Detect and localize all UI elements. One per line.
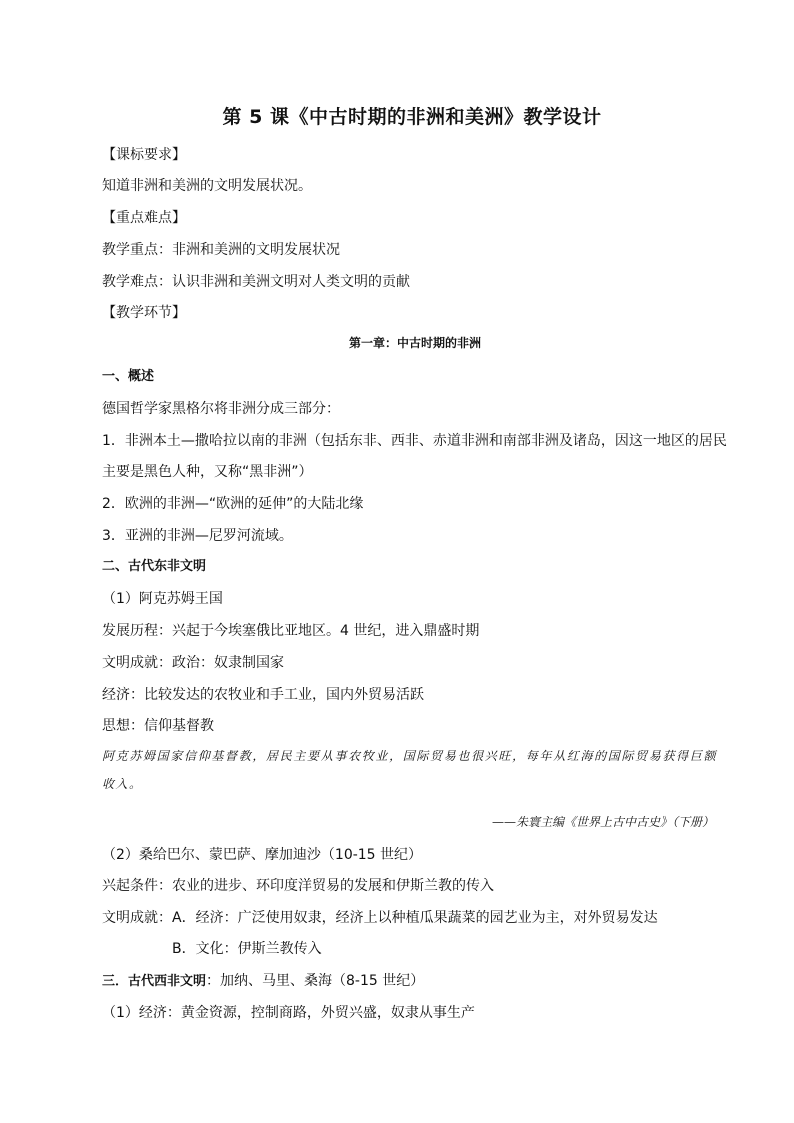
west-africa-heading-bold: 三．古代西非文明 xyxy=(102,974,207,989)
west-africa-heading-rest: ：加纳、马里、桑海（8-15 世纪） xyxy=(206,973,425,989)
key-point-text: 教学重点：非洲和美洲的文明发展状况 xyxy=(102,242,340,258)
aksum-achievement: 文明成就：政治：奴隶制国家 xyxy=(102,655,284,671)
curriculum-standard-text: 知道非洲和美洲的文明发展状况。 xyxy=(102,178,312,194)
aksum-history: 发展历程：兴起于今埃塞俄比亚地区。4 世纪，进入鼎盛时期 xyxy=(102,623,480,639)
teaching-steps-heading: 【教学环节】 xyxy=(102,305,186,321)
chapter-title: 第一章：中古时期的非洲 xyxy=(348,336,481,350)
section-overview-heading: 一、概述 xyxy=(102,369,155,384)
overview-item-1-line-1: 1．非洲本土—撒哈拉以南的非洲（包括东非、西非、赤道非洲和南部非洲及诸岛，因这一地区的居民 xyxy=(102,433,727,449)
overview-item-3: 3．亚洲的非洲—尼罗河流域。 xyxy=(102,528,293,544)
difficult-point-text: 教学难点：认识非洲和美洲文明对人类文明的贡献 xyxy=(102,274,410,290)
section-west-africa-heading xyxy=(102,972,424,991)
swahili-achievement-economy: 文明成就：A．经济：广泛使用奴隶，经济上以种植瓜果蔬菜的园艺业为主，对外贸易发达 xyxy=(102,910,658,926)
swahili-cities-subheading: （2）桑给巴尔、蒙巴萨、摩加迪沙（10-15 世纪） xyxy=(102,847,423,863)
west-africa-economy: （1）经济：黄金资源，控制商路，外贸兴盛，奴隶从事生产 xyxy=(102,1005,475,1021)
aksum-subheading: （1）阿克苏姆王国 xyxy=(102,591,223,607)
swahili-achievement-culture: B．文化：伊斯兰教传入 xyxy=(172,941,322,957)
document-title: 第 5 课《中古时期的非洲和美洲》教学设计 xyxy=(222,106,602,128)
aksum-thought: 思想：信仰基督教 xyxy=(102,718,214,734)
section-east-africa-heading: 二、古代东非文明 xyxy=(102,559,207,574)
aksum-quote: 阿克苏姆国家信仰基督教，居民主要从事农牧业，国际贸易也很兴旺，每年从红海的国际贸易获得巨额收入。 xyxy=(102,749,717,791)
quote-source: ——朱寰主编《世界上古中古史》（下册） xyxy=(491,815,714,829)
overview-item-2: 2．欧洲的非洲—“欧洲的延伸”的大陆北缘 xyxy=(102,496,364,512)
curriculum-standard-heading: 【课标要求】 xyxy=(102,147,186,163)
overview-intro: 德国哲学家黑格尔将非洲分成三部分： xyxy=(102,401,340,417)
overview-item-1-line-2: 主要是黑色人种，又称“黑非洲”） xyxy=(102,464,313,480)
swahili-rise-conditions: 兴起条件：农业的进步、环印度洋贸易的发展和伊斯兰教的传入 xyxy=(102,878,494,894)
key-difficult-heading: 【重点难点】 xyxy=(102,210,186,226)
aksum-economy: 经济：比较发达的农牧业和手工业，国内外贸易活跃 xyxy=(102,687,424,703)
